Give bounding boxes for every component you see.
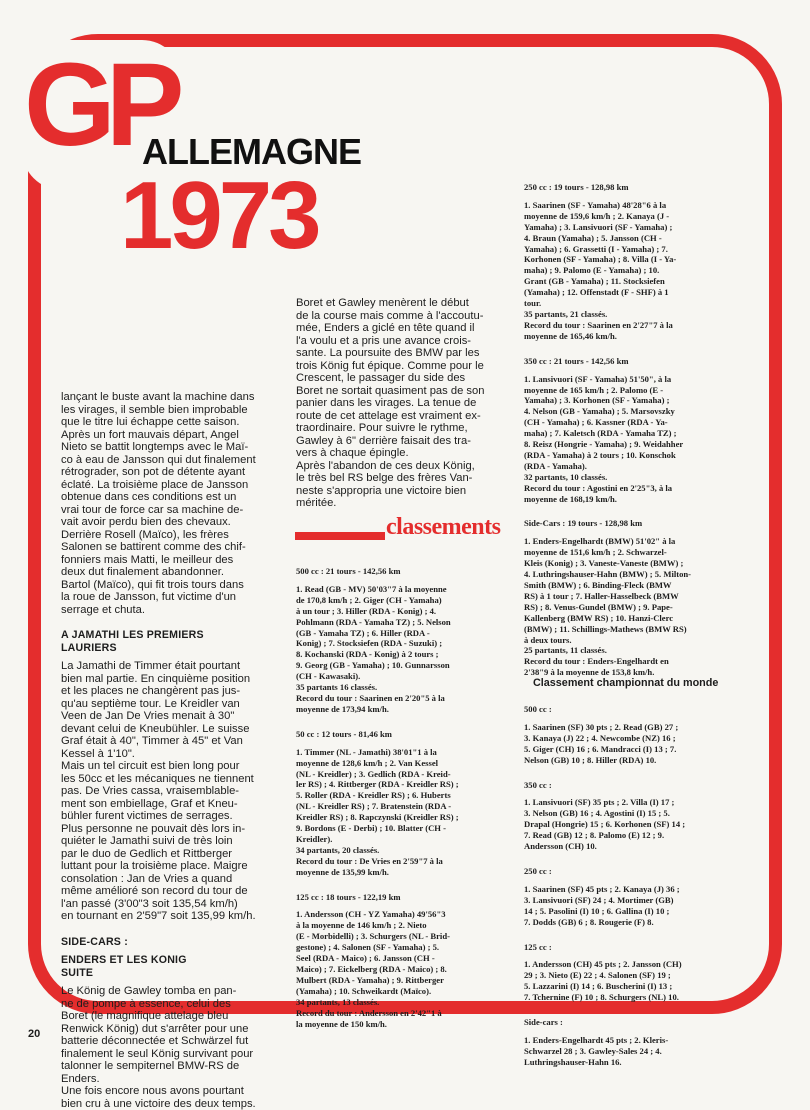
- race-heading: Side-Cars : 19 tours - 128,98 km: [524, 518, 643, 529]
- class-standings: 1. Lansivuori (SF) 35 pts ; 2. Villa (I) 17 ; 3. Nelson (GB) 16 ; 4. Agostini (I) 15 ; 5. Drapal (Hongrie) 15 ; 6. Korhonen (SF) 14 ; 7. Read (GB) 12 ; 8. Palomo (E) 12 ; 9. Andersson (CH) 10.: [524, 797, 686, 852]
- subheading: SIDE-CARS :: [61, 935, 128, 948]
- paragraph: Boret et Gawley menèrent le début de la course mais comme à l'accoutu- mée, Enders a giclé en tête quand il l'a voulu et a pris une avance crois- sante. La poursuite des BMW par les trois König fut épique. Comme pour le Crescent, le passager du side des Boret ne sortait quasiment pas de son panier dans les virages. La tenue de route de cet attelage est vraiment ex- traordinaire. Pour suivre le rythme, Gawley à 6" derrière faisait des tra- vers à chaque épingle. Après l'abandon de ces deux König, le très bel RS belge des frères Van- neste s'appropria une victoire bien méritée.: [296, 297, 485, 509]
- results-column-3: [524, 182, 752, 692]
- championship-heading: Classement championnat du monde: [533, 677, 719, 689]
- class-standings: 1. Enders-Engelhardt 45 pts ; 2. Kleris- Schwarzel 28 ; 3. Gawley-Sales 24 ; 4. Luthringshauser-Hahn 16.: [524, 1034, 669, 1067]
- race-results: 1. Timmer (NL - Jamathi) 38'01"1 à la moyenne de 128,6 km/h ; 2. Van Kessel (NL - Kreidler) ; 3. Gedlich (RDA - Kreid- ler RS) ; 4. Rittberger (RDA - Kreidler RS) ; 5. Roller (RDA - Kreidler RS) ; 6. Huberts (NL - Kreidler RS) ; 7. Bratenstein (RDA - Kreidler RS) ; 8. Rapczynski (Kreidler RS) ; 9. Bordons (E - Derbi) ; 10. Blatter (CH - Kreidler). 34 partants, 20 classés. Record du tour : De Vries en 2'59"7 à la moyenne de 135,99 km/h.: [296, 746, 459, 877]
- page-number: 20: [28, 1028, 41, 1040]
- article-column-2: [296, 297, 514, 510]
- race-heading: 500 cc : 21 tours - 142,56 km: [296, 566, 401, 576]
- class-heading: 125 cc :: [524, 941, 552, 952]
- class-heading: Side-cars :: [524, 1017, 563, 1028]
- subheading: ENDERS ET LES KONIG SUITE: [61, 954, 187, 979]
- gp-logo: GP: [24, 39, 175, 171]
- race-heading: 250 cc : 19 tours - 128,98 km: [524, 182, 629, 192]
- race-heading: 125 cc : 18 tours - 122,19 km: [296, 891, 401, 902]
- race-results: 1. Read (GB - MV) 50'03"7 à la moyenne de 170,8 km/h ; 2. Giger (CH - Yamaha) à un tour ; 3. Hiller (RDA - Konig) ; 4. Pohlmann (RDA - Yamaha TZ) ; 5. Nelson (GB - Yamaha TZ) ; 6. Hiller (RDA - Konig) ; 7. Stocksiefen (RDA - Suzuki) ; 8. Kochanski (RDA - Konig) à 2 tours ; 9. Georg (GB - Yamaha) ; 10. Gunnarsson (CH - Kawasaki). 35 partants 16 classés. Record du tour : Saarinen en 2'20"5 à la moyenne de 173,94 km/h.: [296, 583, 451, 714]
- classements-heading: classements: [386, 514, 501, 540]
- results-column-2: [296, 566, 514, 1043]
- paragraph: La Jamathi de Timmer était pourtant bien mal partie. En cinquième position et les places ne changèrent pas jus- qu'au septième tour. Le Kreidler van Veen de Jan De Vries menait à 30" devant celui de Kneubühler. Le suisse Graf était à 40", Timmer à 45" et Van Kessel à 1'10". Mais un tel circuit est bien long pour les 50cc et les mécaniques ne tiennent pas. De Vries cassa, vraisemblable- ment son embiellage, Graf et Kneu- bühler furent victimes de serrages. Plus personne ne pouvait dès lors in- quiéter le Jamathi suivi de très loin par le duo de Gedlich et Rittberger luttant pour la troisième place. Maigre consolation : Jan de Vries a quand même amélioré son record du tour de l'an passé (3'00"3 soit 135,54 km/h) en tournant en 2'59"7 soit 135,99 km/h.: [61, 660, 256, 922]
- class-heading: 350 cc :: [524, 779, 552, 790]
- year-title: 1973: [120, 162, 318, 269]
- classements-bar: [295, 532, 385, 540]
- paragraph: Le König de Gawley tomba en pan- ne de pompe à essence, celui des Boret (le magnifique attelage bleu Renwick König) dut s'arrêter pour une batterie déconnectée et Schwärzel fut finalement le seul König survivant pour talonner le sempiternel BMW-RS de Enders. Une fois encore nous avons pourtant bien cru à une victoire des deux temps.: [61, 985, 256, 1110]
- class-standings: 1. Andersson (CH) 45 pts ; 2. Jansson (CH) 29 ; 3. Nieto (E) 22 ; 4. Salonen (SF) 19 ; 5. Lazzarini (I) 14 ; 6. Buscherini (I) 13 ; 7. Tchernine (F) 10 ; 8. Schurgers (NL) 10.: [524, 959, 682, 1003]
- race-results: 1. Lansivuori (SF - Yamaha) 51'50", à la moyenne de 165 km/h ; 2. Palomo (E - Yamaha) ; 3. Korhonen (SF - Yamaha) ; 4. Nelson (GB - Yamaha) ; 5. Marsovszky (CH - Yamaha) ; 6. Kassner (RDA - Ya- maha) ; 7. Kaletsch (RDA - Yamaha TZ) ; 8. Reisz (Hongrie - Yamaha) ; 9. Weidahher (RDA - Yamaha) à 2 tours ; 10. Konschok (RDA - Yamaha). 32 partants, 10 classés. Record du tour : Agostini en 2'25"3, à la moyenne de 168,19 km/h.: [524, 373, 684, 504]
- race-results: 1. Enders-Engelhardt (BMW) 51'02" à la moyenne de 151,6 km/h ; 2. Schwarzel- Kleis (Konig) ; 3. Vaneste-Vaneste (BMW) ; 4. Luthringshauser-Hahn (BMW) ; 5. Milton- Smith (BMW) ; 6. Binding-Fleck (BMW RS) à 1 tour ; 7. Haller-Hasselbeck (BMW RS) ; 8. Venus-Gundel (BMW) ; 9. Pape- Kallenberg (BMW RS) ; 10. Hanzi-Clerc (BMW) ; 11. Schillings-Mathews (BMW RS) à deux tours. 25 partants, 11 classés. Record du tour : Enders-Engelhardt en 2'38"9 à la moyenne de 153,8 km/h.: [524, 536, 692, 678]
- championship-column: [524, 704, 752, 1082]
- race-results: 1. Andersson (CH - YZ Yamaha) 49'56"3 à la moyenne de 146 km/h ; 2. Nieto (E - Morbidelli) ; 3. Schurgers (NL - Brid- gestone) ; 4. Salonen (SF - Yamaha) ; 5. Seel (RDA - Maico) ; 6. Jansson (CH - Maico) ; 7. Eickelberg (RDA - Maico) ; 8. Mulbert (RDA - Yamaha) ; 9. Rittberger (Yamaha) ; 10. Schweikardt (Maïco). 34 partants, 13 classés. Record du tour : Andersson en 2'42"1 à la moyenne de 150 km/h.: [296, 909, 450, 1029]
- class-heading: 250 cc :: [524, 865, 552, 876]
- race-results: 1. Saarinen (SF - Yamaha) 48'28"6 à la moyenne de 159,6 km/h ; 2. Kanaya (J - Yamaha) ; 3. Lansivuori (SF - Yamaha) ; 4. Braun (Yamaha) ; 5. Jansson (CH - Yamaha) ; 6. Grassetti (I - Yamaha) ; 7. Korhonen (SF - Yamaha) ; 8. Villa (I - Ya- maha) ; 9. Palomo (E - Yamaha) ; 10. Grant (GB - Yamaha) ; 11. Stocksiefen (Yamaha) ; 12. Offenstadt (F - SHF) à 1 tour. 35 partants, 21 classés. Record du tour : Saarinen en 2'27"7 à la moyenne de 165,46 km/h.: [524, 199, 677, 341]
- class-heading: 500 cc :: [524, 704, 552, 714]
- paragraph: lançant le buste avant la machine dans les virages, il semble bien improbable que le titre lui échappe cette saison. Après un fort mauvais départ, Angel Nieto se battit longtemps avec le Maï- co à eau de Jansson qui dut finalement rétrograder, son pot de détente ayant éclaté. La troisième place de Jansson obtenue dans ces conditions est un vrai tour de force car sa machine de- vait avoir perdu bien des chevaux. Derrière Rosell (Maïco), les frères Salonen se battirent comme des chif- fonniers mais Matti, le meilleur des deux dut finalement abandonner. Bartol (Maïco), qui fit trois tours dans la roue de Jansson, fut victime d'un serrage et chuta.: [61, 391, 256, 616]
- article-column-1: [61, 391, 279, 1110]
- class-standings: 1. Saarinen (SF) 30 pts ; 2. Read (GB) 27 ; 3. Kanaya (J) 22 ; 4. Newcombe (NZ) 16 ; 5. Giger (CH) 16 ; 6. Mandracci (I) 13 ; 7. Nelson (GB) 10 ; 8. Hiller (RDA) 10.: [524, 721, 679, 765]
- page-title: ALLEMAGNE: [142, 131, 361, 172]
- class-standings: 1. Saarinen (SF) 45 pts ; 2. Kanaya (J) 36 ; 3. Lansivuori (SF) 24 ; 4. Mortimer (GB) 14 ; 5. Pasolini (I) 10 ; 6. Gallina (I) 10 ; 7. Dodds (GB) 6 ; 8. Rougerie (F) 8.: [524, 883, 680, 927]
- race-heading: 50 cc : 12 tours - 81,46 km: [296, 728, 392, 739]
- race-heading: 350 cc : 21 tours - 142,56 km: [524, 355, 629, 366]
- subheading: A JAMATHI LES PREMIERS LAURIERS: [61, 629, 204, 654]
